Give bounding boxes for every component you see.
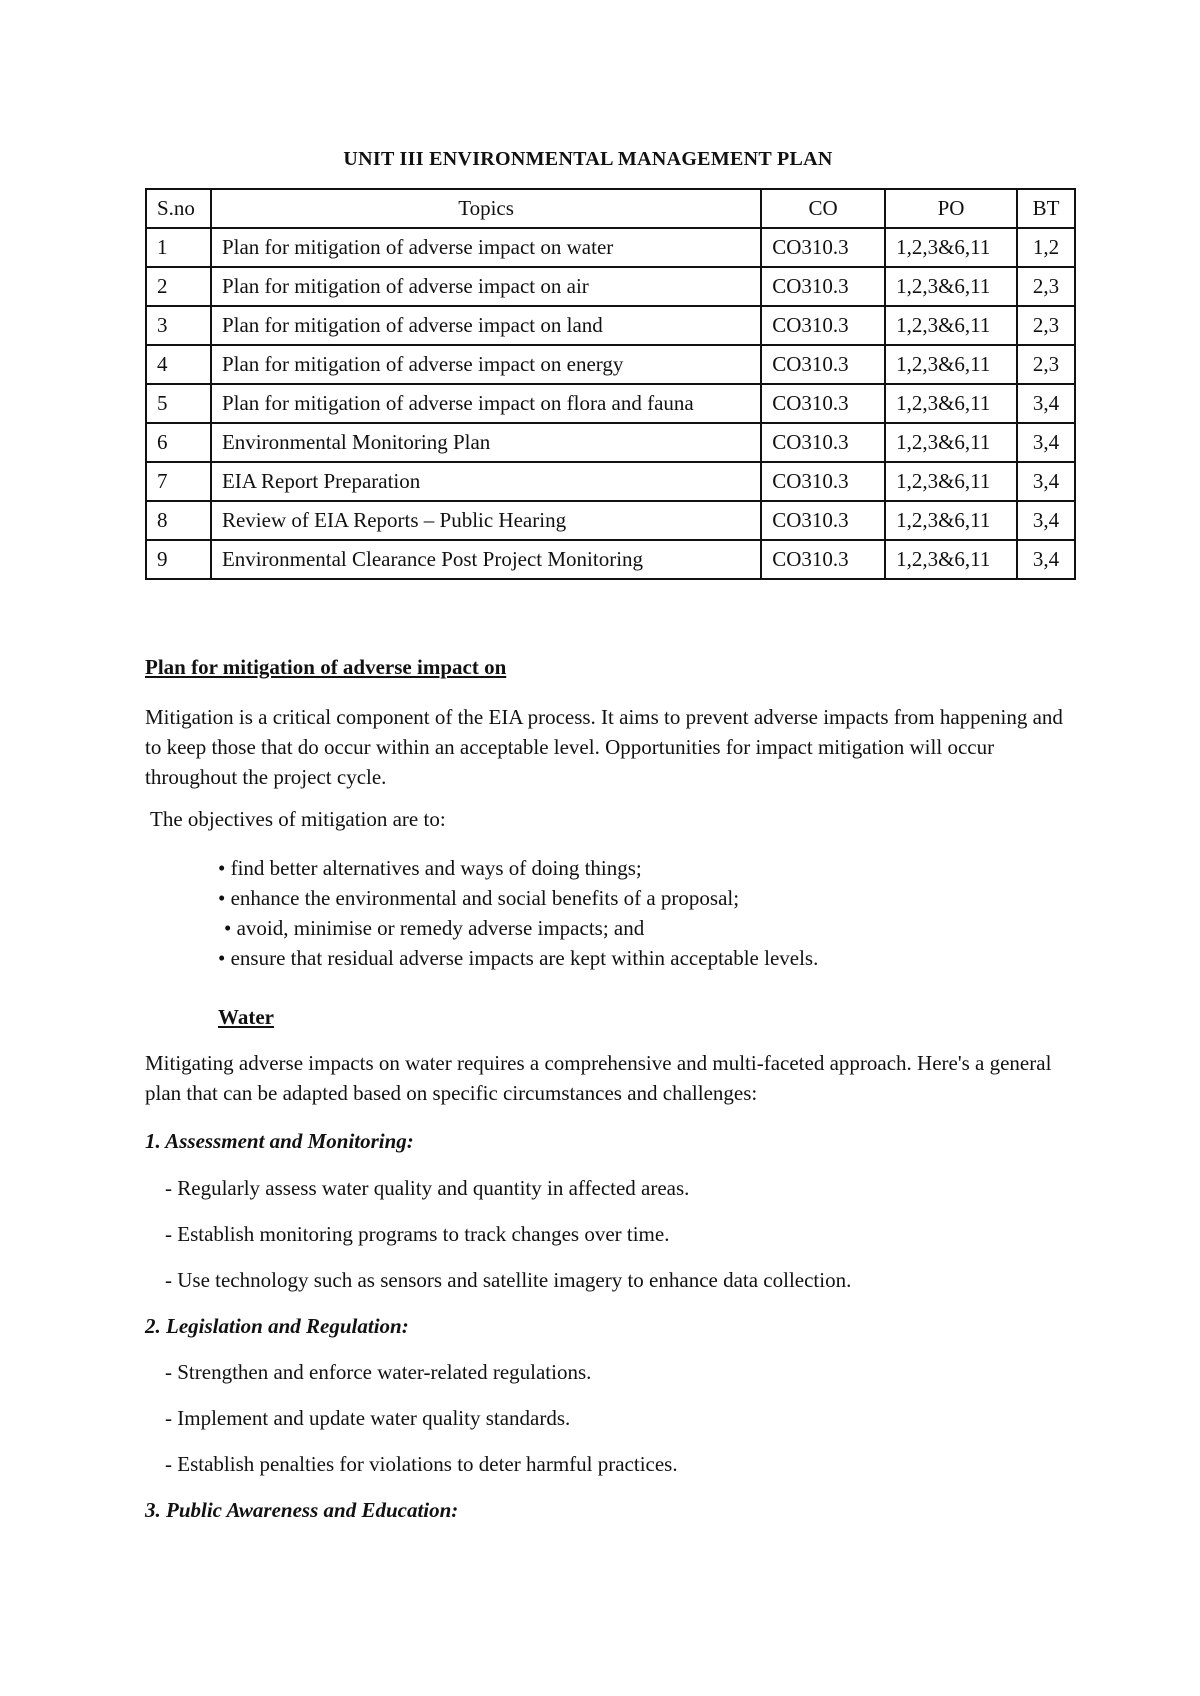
cell-bt: 3,4 bbox=[1017, 540, 1075, 579]
cell-topic: Review of EIA Reports – Public Hearing bbox=[211, 501, 761, 540]
cell-co: CO310.3 bbox=[761, 345, 885, 384]
mitigation-heading: Plan for mitigation of adverse impact on bbox=[145, 655, 507, 679]
cell-topic: Plan for mitigation of adverse impact on water bbox=[211, 228, 761, 267]
list-item: - Establish monitoring programs to track changes over time. bbox=[165, 1222, 670, 1246]
cell-sno: 4 bbox=[146, 345, 211, 384]
list-item: • avoid, minimise or remedy adverse impacts; and bbox=[224, 916, 645, 940]
cell-po: 1,2,3&6,11 bbox=[885, 423, 1017, 462]
cell-bt: 2,3 bbox=[1017, 306, 1075, 345]
cell-bt: 2,3 bbox=[1017, 345, 1075, 384]
table-row bbox=[146, 540, 1075, 579]
list-item: - Strengthen and enforce water-related regulations. bbox=[165, 1360, 592, 1384]
header-po: PO bbox=[885, 189, 1017, 228]
cell-co: CO310.3 bbox=[761, 540, 885, 579]
cell-po: 1,2,3&6,11 bbox=[885, 345, 1017, 384]
list-item: - Establish penalties for violations to deter harmful practices. bbox=[165, 1452, 678, 1476]
table-row bbox=[146, 228, 1075, 267]
cell-sno: 1 bbox=[146, 228, 211, 267]
cell-topic: Plan for mitigation of adverse impact on air bbox=[211, 267, 761, 306]
list-item: - Use technology such as sensors and satellite imagery to enhance data collection. bbox=[165, 1268, 852, 1292]
water-heading: Water bbox=[218, 1005, 274, 1029]
cell-co: CO310.3 bbox=[761, 228, 885, 267]
cell-co: CO310.3 bbox=[761, 267, 885, 306]
header-sno: S.no bbox=[146, 189, 211, 228]
list-item: • find better alternatives and ways of doing things; bbox=[218, 856, 642, 880]
water-intro: Mitigating adverse impacts on water requires a comprehensive and multi-faceted approach. Here's a general plan that can be adapted based on specific circumstances and challenges: bbox=[145, 1051, 1052, 1105]
public-awareness-heading: 3. Public Awareness and Education: bbox=[145, 1498, 459, 1522]
table-row bbox=[146, 306, 1075, 345]
cell-topic: EIA Report Preparation bbox=[211, 462, 761, 501]
cell-po: 1,2,3&6,11 bbox=[885, 384, 1017, 423]
objectives-intro: The objectives of mitigation are to: bbox=[150, 807, 446, 831]
cell-bt: 3,4 bbox=[1017, 462, 1075, 501]
cell-sno: 5 bbox=[146, 384, 211, 423]
cell-sno: 2 bbox=[146, 267, 211, 306]
list-item: • ensure that residual adverse impacts are kept within acceptable levels. bbox=[218, 946, 819, 970]
cell-sno: 6 bbox=[146, 423, 211, 462]
cell-bt: 2,3 bbox=[1017, 267, 1075, 306]
cell-po: 1,2,3&6,11 bbox=[885, 462, 1017, 501]
cell-po: 1,2,3&6,11 bbox=[885, 501, 1017, 540]
cell-po: 1,2,3&6,11 bbox=[885, 228, 1017, 267]
cell-sno: 3 bbox=[146, 306, 211, 345]
cell-co: CO310.3 bbox=[761, 306, 885, 345]
cell-sno: 7 bbox=[146, 462, 211, 501]
cell-topic: Environmental Clearance Post Project Monitoring bbox=[211, 540, 761, 579]
cell-po: 1,2,3&6,11 bbox=[885, 540, 1017, 579]
mitigation-paragraph: Mitigation is a critical component of the EIA process. It aims to prevent adverse impacts from happening and to keep those that do occur within an acceptable level. Opportunities for impact mitigation will occur throughout the project cycle. bbox=[145, 705, 1063, 789]
cell-po: 1,2,3&6,11 bbox=[885, 267, 1017, 306]
cell-co: CO310.3 bbox=[761, 501, 885, 540]
objectives-list bbox=[218, 853, 818, 973]
list-item: - Regularly assess water quality and quantity in affected areas. bbox=[165, 1176, 690, 1200]
table-row bbox=[146, 423, 1075, 462]
cell-topic: Environmental Monitoring Plan bbox=[211, 423, 761, 462]
header-co: CO bbox=[761, 189, 885, 228]
cell-topic: Plan for mitigation of adverse impact on flora and fauna bbox=[211, 384, 761, 423]
table-row bbox=[146, 462, 1075, 501]
cell-bt: 3,4 bbox=[1017, 384, 1075, 423]
cell-topic: Plan for mitigation of adverse impact on energy bbox=[211, 345, 761, 384]
legislation-heading: 2. Legislation and Regulation: bbox=[145, 1314, 409, 1338]
cell-po: 1,2,3&6,11 bbox=[885, 306, 1017, 345]
cell-topic: Plan for mitigation of adverse impact on land bbox=[211, 306, 761, 345]
cell-bt: 3,4 bbox=[1017, 501, 1075, 540]
cell-co: CO310.3 bbox=[761, 423, 885, 462]
header-bt: BT bbox=[1017, 189, 1075, 228]
cell-bt: 3,4 bbox=[1017, 423, 1075, 462]
topics-table bbox=[145, 188, 1076, 580]
list-item: • enhance the environmental and social benefits of a proposal; bbox=[218, 886, 740, 910]
cell-sno: 8 bbox=[146, 501, 211, 540]
table-row bbox=[146, 267, 1075, 306]
table-row bbox=[146, 501, 1075, 540]
assessment-heading: 1. Assessment and Monitoring: bbox=[145, 1129, 414, 1153]
table-header-row bbox=[146, 189, 1075, 228]
list-item: - Implement and update water quality standards. bbox=[165, 1406, 571, 1430]
document-title: UNIT III ENVIRONMENTAL MANAGEMENT PLAN bbox=[343, 148, 833, 170]
cell-sno: 9 bbox=[146, 540, 211, 579]
table-row bbox=[146, 345, 1075, 384]
cell-bt: 1,2 bbox=[1017, 228, 1075, 267]
cell-co: CO310.3 bbox=[761, 462, 885, 501]
cell-co: CO310.3 bbox=[761, 384, 885, 423]
header-topics: Topics bbox=[211, 189, 761, 228]
table-row bbox=[146, 384, 1075, 423]
